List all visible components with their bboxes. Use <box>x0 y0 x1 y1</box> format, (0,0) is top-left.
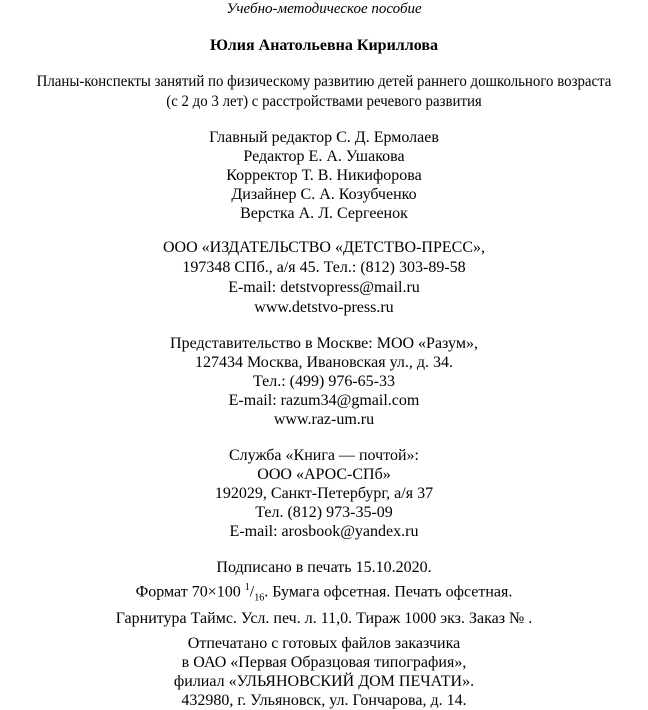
proofreader: Корректор Т. В. Никифорова <box>226 167 422 184</box>
genre <box>0 0 648 19</box>
chief-editor: Главный редактор С. Д. Ермолаев <box>209 129 439 146</box>
publisher-name: ООО «ИЗДАТЕЛЬСТВО «ДЕТСТВО-ПРЕСС», <box>163 239 485 256</box>
editor: Редактор Е. А. Ушакова <box>243 148 405 165</box>
moscow-phone: Тел.: (499) 976-65-33 <box>252 373 395 390</box>
printer-info <box>0 634 648 710</box>
publisher-email: E-mail: detstvopress@mail.ru <box>228 279 420 296</box>
mail-service-company: ООО «АРОС-СПб» <box>257 466 391 483</box>
title-line: (с 2 до 3 лет) с расстройствами речевого развития <box>166 93 482 110</box>
publisher-info <box>0 238 648 318</box>
mail-service-address: 192029, Санкт-Петербург, а/я 37 <box>214 485 434 502</box>
printer-line: Отпечатано с готовых файлов заказчика <box>187 635 461 652</box>
format-slash: / <box>249 583 255 601</box>
printer-line: филиал «УЛЬЯНОВСКИЙ ДОМ ПЕЧАТИ». <box>173 673 475 690</box>
format-line <box>0 578 648 609</box>
format-num: 1 <box>244 582 250 593</box>
moscow-name: Представительство в Москве: МОО «Разум», <box>170 335 478 352</box>
title-line: Планы-конспекты занятий по физическому развитию детей раннего дошкольного возраста <box>36 73 612 90</box>
signed-date: Подписано в печать 15.10.2020. <box>216 559 432 576</box>
layout: Верстка А. Л. Сергеенок <box>240 205 408 222</box>
book-title <box>0 72 648 112</box>
mail-service-name: Служба «Книга — почтой»: <box>229 447 419 464</box>
typeface-line: Гарнитура Таймс. Усл. печ. л. 11,0. Тираж 1000 экз. Заказ № . <box>115 609 533 627</box>
format-den: 16 <box>254 592 265 604</box>
genre-text: Учебно-методическое пособие <box>226 1 422 17</box>
mail-service-email: E-mail: arosbook@yandex.ru <box>229 523 419 540</box>
author-name: Юлия Анатольевна Кириллова <box>210 37 438 54</box>
format-prefix: Формат 70×100 <box>135 583 245 601</box>
staff-credits <box>0 128 648 223</box>
publisher-website: www.detstvo-press.ru <box>254 299 394 316</box>
format-suffix: . Бумага офсетная. Печать офсетная. <box>264 583 513 601</box>
mail-service <box>0 446 648 541</box>
moscow-office <box>0 334 648 429</box>
printer-line: 432980, г. Ульяновск, ул. Гончарова, д. 14. <box>181 692 467 709</box>
moscow-website: www.raz-um.ru <box>273 411 375 428</box>
moscow-address: 127434 Москва, Ивановская ул., д. 34. <box>194 354 454 371</box>
moscow-email: E-mail: razum34@gmail.com <box>228 392 420 409</box>
designer: Дизайнер С. А. Козубченко <box>231 186 417 203</box>
mail-service-phone: Тел. (812) 973-35-09 <box>255 504 393 521</box>
publisher-address: 197348 СПб., а/я 45. Тел.: (812) 303-89-58 <box>182 259 466 276</box>
printer-line: в ОАО «Первая Образцовая типография», <box>181 654 467 671</box>
print-info <box>0 558 648 629</box>
author <box>0 36 648 55</box>
